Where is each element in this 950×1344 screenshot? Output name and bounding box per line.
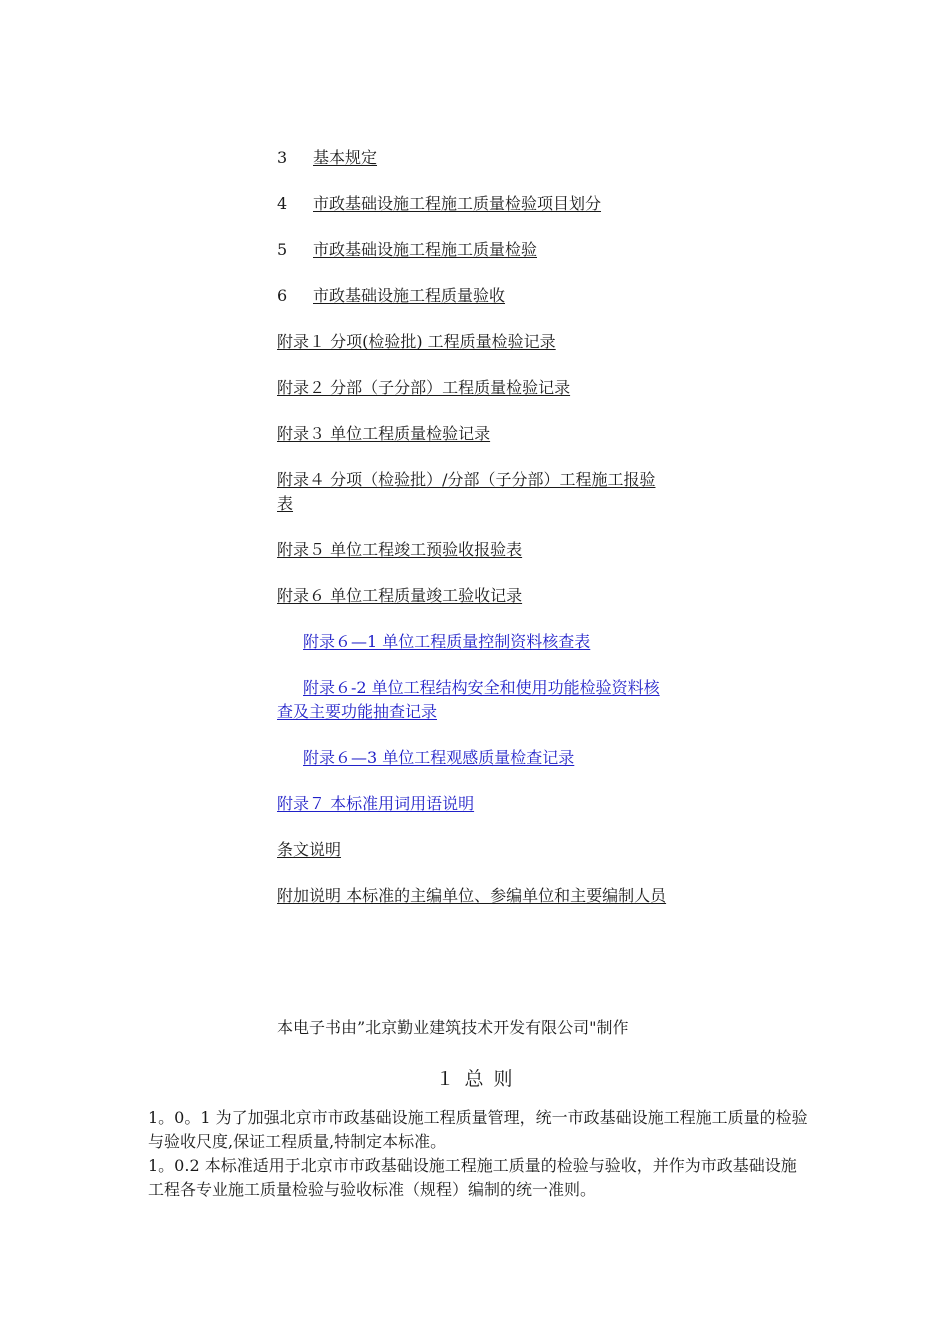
chapter-title: １ 总 则 bbox=[435, 1068, 515, 1090]
toc-item-appendix-3[interactable]: 附录３ 单位工程质量检验记录 bbox=[277, 424, 491, 443]
toc-item-number: 6 bbox=[277, 286, 288, 305]
toc-item-appendix-4[interactable]: 附录４ 分项（检验批）/分部（子分部）工程施工报验表 bbox=[277, 470, 656, 513]
toc-item-number: 5 bbox=[277, 240, 288, 259]
toc-item-number: 4 bbox=[277, 194, 288, 213]
toc-item-label: 市政基础设施工程质量验收 bbox=[313, 286, 506, 305]
chapter-body bbox=[148, 1106, 808, 1202]
toc-item-appendix-5[interactable]: 附录５ 单位工程竣工预验收报验表 bbox=[277, 540, 523, 559]
toc-item-label: 市政基础设施工程施工质量检验 bbox=[313, 240, 538, 259]
toc-item-appendix-1[interactable]: 附录１ 分项(检验批) 工程质量检验记录 bbox=[277, 332, 556, 351]
toc-item-3[interactable] bbox=[277, 146, 667, 170]
toc-item-label: 市政基础设施工程施工质量检验项目划分 bbox=[313, 194, 602, 213]
toc-item-5[interactable] bbox=[277, 238, 667, 262]
toc-item-appendix-6-3[interactable]: 附录６—3 单位工程观感质量检查记录 bbox=[303, 748, 575, 767]
toc-item-additional-notes[interactable]: 附加说明 本标准的主编单位、参编单位和主要编制人员 bbox=[277, 886, 667, 905]
toc-item-appendix-6-2[interactable]: 附录６-2 单位工程结构安全和使用功能检验资料核查及主要功能抽查记录 bbox=[277, 678, 660, 721]
toc-item-appendix-6[interactable]: 附录６ 单位工程质量竣工验收记录 bbox=[277, 586, 523, 605]
toc-item-appendix-7[interactable]: 附录７ 本标准用词用语说明 bbox=[277, 794, 475, 813]
ebook-credit: 本电子书由”北京勤业建筑技术开发有限公司"制作 bbox=[277, 1018, 629, 1037]
toc-item-label: 基本规定 bbox=[313, 148, 378, 167]
toc-item-commentary[interactable]: 条文说明 bbox=[277, 840, 342, 859]
clause-1-0-2: 1。0.2 本标准适用于北京市市政基础设施工程施工质量的检验与验收，并作为市政基础设施工程各专业施工质量检验与验收标准（规程）编制的统一准则。 bbox=[148, 1156, 797, 1199]
toc-item-4[interactable] bbox=[277, 192, 667, 216]
toc-item-6[interactable] bbox=[277, 284, 667, 308]
clause-1-0-1: 1。0。1 为了加强北京市市政基础设施工程质量管理，统一市政基础设施工程施工质量的检验与验收尺度,保证工程质量,特制定本标准。 bbox=[148, 1108, 808, 1151]
toc-item-number: 3 bbox=[277, 148, 288, 167]
toc-item-appendix-6-1[interactable]: 附录６—1 单位工程质量控制资料核查表 bbox=[303, 632, 591, 651]
table-of-contents bbox=[277, 146, 667, 930]
toc-item-appendix-2[interactable]: 附录２ 分部（子分部）工程质量检验记录 bbox=[277, 378, 571, 397]
